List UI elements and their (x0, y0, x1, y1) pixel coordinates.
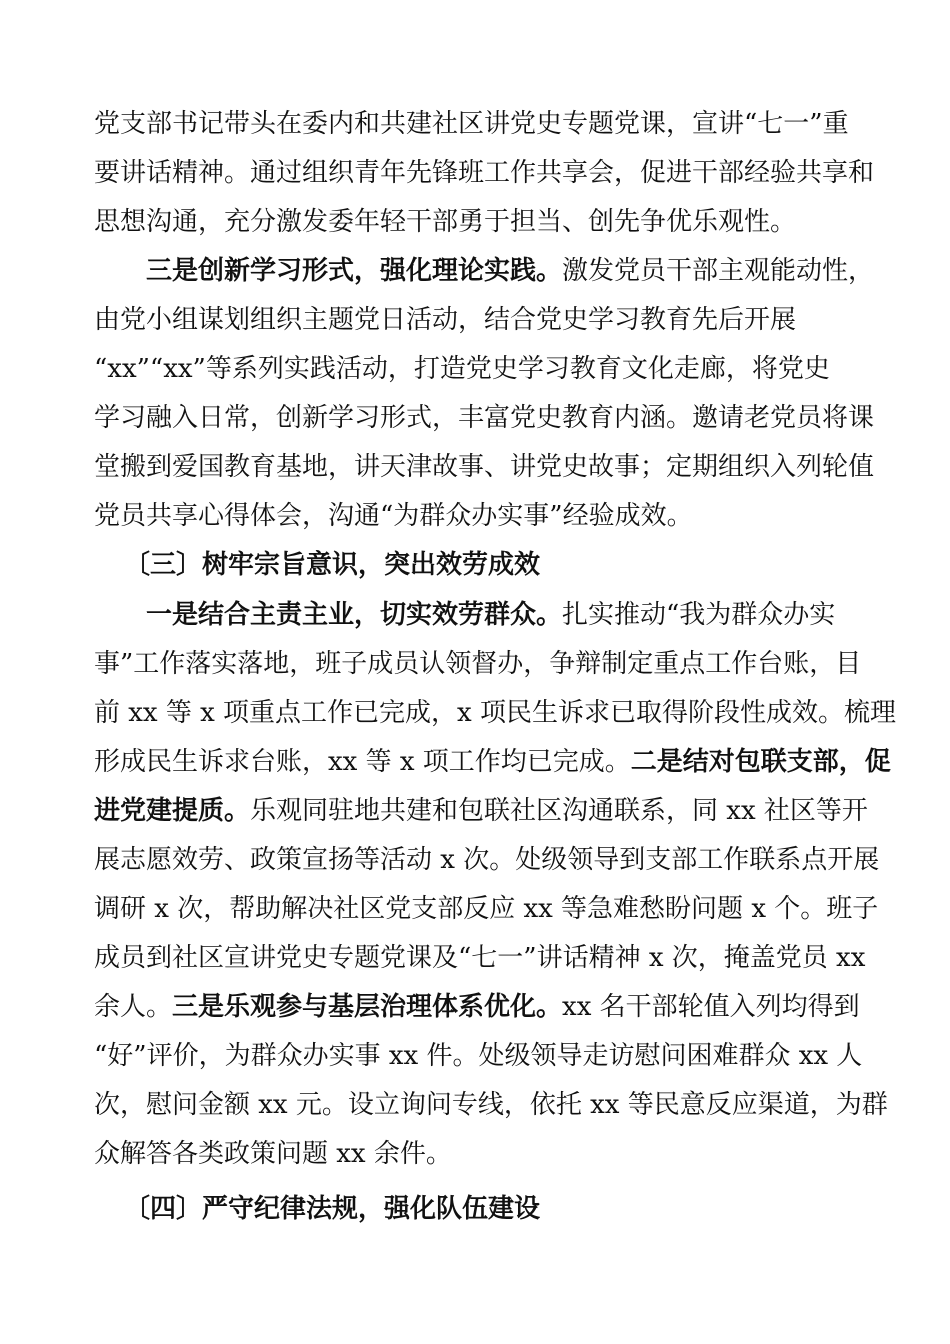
text-run: 扎实推动“我为群众办实 (562, 600, 836, 630)
body-text-line (94, 843, 879, 877)
text-run: 事”工作落实落地，班子成员认领督办，争辩制定重点工作台账，目 (94, 649, 862, 679)
body-text-line (94, 1088, 888, 1122)
body-text-line (94, 990, 860, 1024)
body-text-line (146, 254, 874, 288)
text-run: xx 名干部轮值入列均得到 (562, 992, 860, 1022)
text-run: “xx”“xx”等系列实践活动，打造党史学习教育文化走廊，将党史 (94, 354, 830, 384)
text-run: 成员到社区宣讲党史专题党课及“七一”讲话精神 x 次，掩盖党员 xx (94, 943, 866, 973)
text-run: 调研 x 次，帮助解决社区党支部反应 xx 等急难愁盼问题 x 个。班子 (94, 894, 879, 924)
body-text-line (94, 647, 861, 681)
text-run: 党支部书记带头在委内和共建社区讲党史专题党课，宣讲“七一”重 (94, 109, 849, 139)
body-text-line (94, 205, 796, 239)
text-run: 前 xx 等 x 项重点工作已完成，x 项民生诉求已取得阶段性成效。梳理 (94, 698, 896, 728)
text-run: 堂搬到爱国教育基地，讲天津故事、讲党史故事；定期组织入列轮值 (94, 452, 875, 482)
bold-lead-phrase: 进党建提质。 (94, 796, 251, 826)
body-text-line (94, 499, 693, 533)
text-run: 党员共享心得体会，沟通“为群众办实事”经验成效。 (94, 501, 693, 531)
text-run: 要讲话精神。通过组织青年先锋班工作共享会，促进干部经验共享和 (94, 158, 875, 188)
text-run: 由党小组谋划组织主题党日活动，结合党史学习教育先后开展 (94, 305, 797, 335)
text-run: 乐观同驻地共建和包联社区沟通联系，同 xx 社区等开 (250, 796, 868, 826)
text-run: 形成民生诉求台账，xx 等 x 项工作均已完成。 (94, 747, 631, 777)
text-run: 余人。 (94, 992, 173, 1022)
body-text-line (94, 794, 868, 828)
body-text-line (94, 107, 849, 141)
text-run: 众解答各类政策问题 xx 余件。 (94, 1139, 452, 1169)
body-text-line (94, 352, 830, 386)
section-heading (124, 1192, 540, 1226)
bold-lead-phrase: 二是结对包联支部，促 (630, 747, 891, 777)
body-text-line (94, 696, 896, 730)
body-text-line (94, 303, 796, 337)
text-run: 展志愿效劳、政策宣扬等活动 x 次。处级领导到支部工作联系点开展 (94, 845, 880, 875)
bold-lead-phrase: 三是乐观参与基层治理体系优化。 (172, 992, 563, 1022)
text-run: “好”评价，为群众办实事 xx 件。处级领导走访慰问困难群众 xx 人 (94, 1041, 863, 1071)
body-text-line (94, 1039, 862, 1073)
body-text-line (94, 745, 891, 779)
body-text-line (94, 401, 874, 435)
section-heading-text: 〔四〕严守纪律法规，强化队伍建设 (124, 1194, 541, 1224)
text-run: 次，慰问金额 xx 元。设立询问专线，依托 xx 等民意反应渠道，为群 (94, 1090, 888, 1120)
text-run: 思想沟通，充分激发委年轻干部勇于担当、创先争优乐观性。 (94, 207, 797, 237)
body-text-line (94, 892, 878, 926)
text-run: 激发党员干部主观能动性， (562, 256, 875, 286)
text-run: 学习融入日常，创新学习形式，丰富党史教育内涵。邀请老党员将课 (94, 403, 875, 433)
body-text-line (146, 598, 835, 632)
section-heading (124, 548, 540, 582)
body-text-line (94, 156, 874, 190)
body-text-line (94, 1137, 452, 1171)
body-text-line (94, 450, 874, 484)
bold-lead-phrase: 一是结合主责主业，切实效劳群众。 (146, 600, 563, 630)
section-heading-text: 〔三〕树牢宗旨意识，突出效劳成效 (124, 550, 541, 580)
body-text-line (94, 941, 865, 975)
bold-lead-phrase: 三是创新学习形式，强化理论实践。 (146, 256, 563, 286)
